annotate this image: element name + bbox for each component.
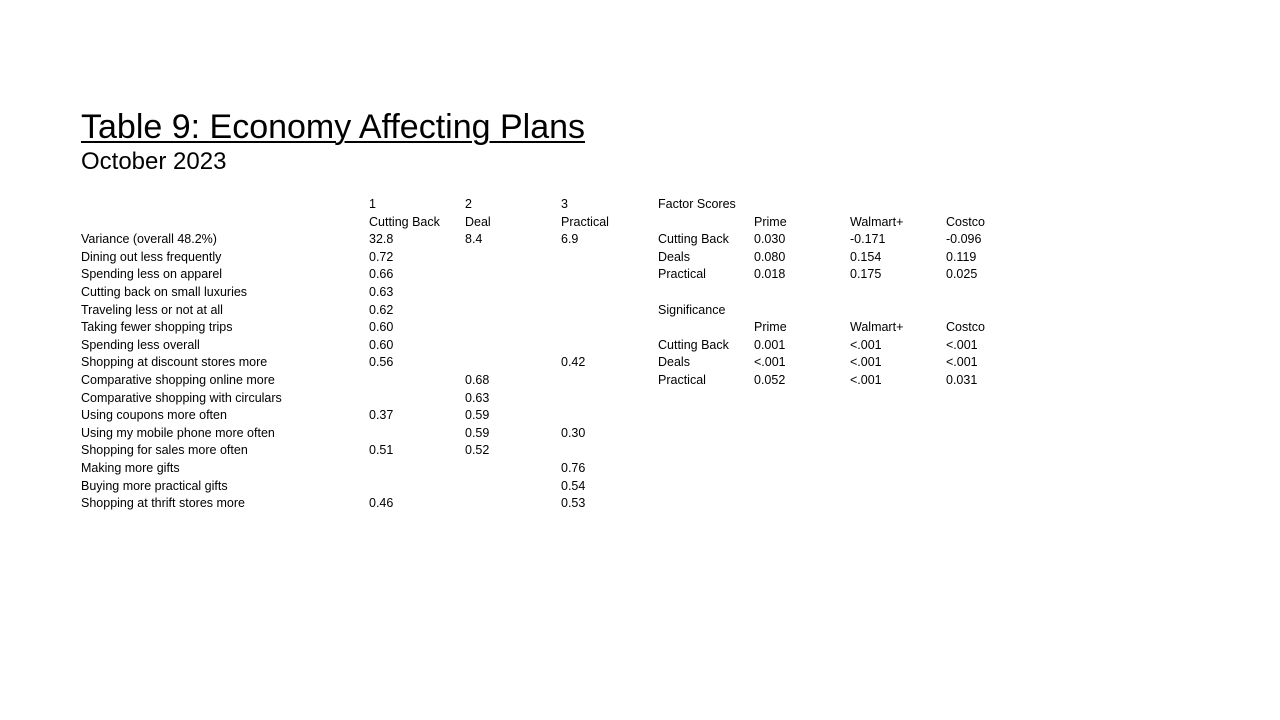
table-row bbox=[658, 372, 1042, 390]
slide-subtitle: October 2023 bbox=[81, 148, 227, 175]
value-costco: -0.096 bbox=[946, 232, 982, 247]
loading-practical: 6.9 bbox=[561, 232, 579, 247]
value-costco: 0.119 bbox=[946, 249, 977, 264]
row-label: Cutting Back bbox=[658, 232, 729, 247]
loading-deal bbox=[465, 284, 561, 302]
slide-title: Table 9: Economy Affecting Plans bbox=[81, 108, 586, 146]
variance-row bbox=[81, 231, 657, 249]
table-row bbox=[81, 460, 657, 478]
value-walmart-plus: <.001 bbox=[850, 355, 882, 370]
value-prime: <.001 bbox=[754, 355, 786, 370]
loading-cutting-back: 0.62 bbox=[369, 302, 394, 317]
row-label: Comparative shopping online more bbox=[81, 372, 275, 387]
table-row bbox=[81, 249, 657, 267]
loading-practical bbox=[561, 319, 657, 337]
loading-deal bbox=[465, 460, 561, 478]
loading-practical bbox=[561, 337, 657, 355]
row-label: Deals bbox=[658, 249, 690, 264]
value-prime: 0.080 bbox=[754, 249, 786, 264]
row-label: Practical bbox=[658, 372, 706, 387]
value-costco: 0.031 bbox=[946, 372, 978, 387]
loading-practical bbox=[561, 442, 657, 460]
table-row bbox=[81, 495, 657, 513]
row-label: Cutting Back bbox=[658, 337, 729, 352]
value-prime: 0.001 bbox=[754, 337, 786, 352]
column-header-walmart-plus: Walmart+ bbox=[850, 214, 904, 229]
loading-deal: 0.52 bbox=[465, 443, 490, 458]
loading-practical: 0.42 bbox=[561, 355, 586, 370]
loadings-body bbox=[81, 231, 657, 513]
table-row bbox=[81, 302, 657, 320]
value-walmart-plus: -0.171 bbox=[850, 232, 886, 247]
loading-deal bbox=[465, 266, 561, 284]
loading-cutting-back bbox=[369, 460, 465, 478]
loadings-header-numbers-row bbox=[81, 196, 657, 214]
loading-cutting-back: 32.8 bbox=[369, 232, 394, 247]
loading-practical bbox=[561, 266, 657, 284]
loading-cutting-back: 0.51 bbox=[369, 443, 394, 458]
column-header-costco: Costco bbox=[946, 320, 985, 335]
row-label: Shopping at discount stores more bbox=[81, 355, 268, 370]
loading-practical: 0.53 bbox=[561, 496, 586, 511]
table-row bbox=[81, 390, 657, 408]
header-spacer bbox=[81, 214, 369, 232]
loading-deal bbox=[465, 354, 561, 372]
table-row bbox=[81, 284, 657, 302]
loading-deal: 8.4 bbox=[465, 232, 483, 247]
factor-number-3: 3 bbox=[561, 197, 568, 211]
table-row bbox=[81, 407, 657, 425]
loading-practical bbox=[561, 302, 657, 320]
factor-scores-body bbox=[658, 231, 1042, 284]
row-label: Making more gifts bbox=[81, 460, 180, 475]
value-prime: 0.030 bbox=[754, 232, 786, 247]
table-row bbox=[658, 249, 1042, 267]
loading-deal: 0.68 bbox=[465, 372, 490, 387]
factor-scores-title-row bbox=[658, 196, 1042, 214]
row-label: Cutting back on small luxuries bbox=[81, 284, 248, 299]
loading-cutting-back bbox=[369, 425, 465, 443]
loading-cutting-back bbox=[369, 478, 465, 496]
table-row bbox=[81, 425, 657, 443]
row-label: Taking fewer shopping trips bbox=[81, 320, 233, 335]
significance-body bbox=[658, 337, 1042, 390]
factor-number-2: 2 bbox=[465, 197, 472, 211]
table-row bbox=[658, 337, 1042, 355]
loading-cutting-back: 0.60 bbox=[369, 337, 394, 352]
loading-practical bbox=[561, 390, 657, 408]
row-label: Spending less overall bbox=[81, 337, 200, 352]
loading-cutting-back bbox=[369, 372, 465, 390]
factor-scores-title: Factor Scores bbox=[658, 197, 736, 211]
header-spacer bbox=[658, 214, 754, 232]
loading-practical bbox=[561, 284, 657, 302]
row-label: Deals bbox=[658, 355, 690, 370]
header-spacer bbox=[658, 319, 754, 337]
value-walmart-plus: 0.154 bbox=[850, 249, 882, 264]
loading-cutting-back: 0.56 bbox=[369, 355, 394, 370]
column-header-walmart-plus: Walmart+ bbox=[850, 320, 904, 335]
loading-cutting-back: 0.37 bbox=[369, 408, 394, 423]
row-label: Traveling less or not at all bbox=[81, 302, 223, 317]
row-label: Comparative shopping with circulars bbox=[81, 390, 282, 405]
row-label: Dining out less frequently bbox=[81, 249, 222, 264]
loading-practical: 0.54 bbox=[561, 478, 586, 493]
table-row bbox=[81, 266, 657, 284]
loading-practical: 0.30 bbox=[561, 425, 586, 440]
row-label: Buying more practical gifts bbox=[81, 478, 228, 493]
value-costco: <.001 bbox=[946, 337, 978, 352]
loading-deal bbox=[465, 319, 561, 337]
column-header-prime: Prime bbox=[754, 320, 787, 335]
value-walmart-plus: <.001 bbox=[850, 372, 882, 387]
loading-deal bbox=[465, 337, 561, 355]
loading-deal: 0.59 bbox=[465, 408, 490, 423]
loading-practical bbox=[561, 249, 657, 267]
table-row bbox=[81, 372, 657, 390]
table-row bbox=[81, 442, 657, 460]
table-row bbox=[81, 319, 657, 337]
factor-loadings-table bbox=[81, 196, 657, 513]
table-row bbox=[81, 354, 657, 372]
loading-cutting-back: 0.66 bbox=[369, 267, 394, 282]
value-walmart-plus: <.001 bbox=[850, 337, 882, 352]
loading-cutting-back: 0.72 bbox=[369, 249, 394, 264]
value-costco: <.001 bbox=[946, 355, 978, 370]
significance-title: Significance bbox=[658, 302, 726, 317]
table-row bbox=[658, 354, 1042, 372]
significance-header-row bbox=[658, 319, 1042, 337]
loading-cutting-back: 0.46 bbox=[369, 496, 394, 511]
factor-scores-and-significance bbox=[658, 196, 1042, 390]
factor-label-practical: Practical bbox=[561, 214, 609, 229]
row-label: Practical bbox=[658, 267, 706, 282]
spacer-row bbox=[658, 284, 1042, 302]
loading-deal bbox=[465, 478, 561, 496]
table-row bbox=[81, 478, 657, 496]
table-row bbox=[658, 231, 1042, 249]
value-costco: 0.025 bbox=[946, 267, 978, 282]
loading-practical bbox=[561, 372, 657, 390]
factor-label-deal: Deal bbox=[465, 214, 491, 229]
loading-cutting-back: 0.63 bbox=[369, 284, 394, 299]
loading-deal bbox=[465, 249, 561, 267]
loading-practical: 0.76 bbox=[561, 460, 586, 475]
loading-deal bbox=[465, 495, 561, 513]
row-label: Using coupons more often bbox=[81, 408, 227, 423]
row-label: Shopping at thrift stores more bbox=[81, 496, 245, 511]
table-row bbox=[658, 266, 1042, 284]
row-label: Shopping for sales more often bbox=[81, 443, 248, 458]
header-spacer bbox=[81, 196, 369, 214]
loading-cutting-back bbox=[369, 390, 465, 408]
factor-scores-header-row bbox=[658, 214, 1042, 232]
column-header-prime: Prime bbox=[754, 214, 787, 229]
loading-practical bbox=[561, 407, 657, 425]
column-header-costco: Costco bbox=[946, 214, 985, 229]
table-row bbox=[81, 337, 657, 355]
row-label: Variance (overall 48.2%) bbox=[81, 232, 217, 247]
factor-number-1: 1 bbox=[369, 197, 376, 211]
loading-cutting-back: 0.60 bbox=[369, 320, 394, 335]
row-label: Using my mobile phone more often bbox=[81, 425, 275, 440]
significance-title-row bbox=[658, 302, 1042, 320]
loading-deal: 0.59 bbox=[465, 425, 490, 440]
loading-deal bbox=[465, 302, 561, 320]
value-prime: 0.052 bbox=[754, 372, 786, 387]
loading-deal: 0.63 bbox=[465, 390, 490, 405]
value-prime: 0.018 bbox=[754, 267, 786, 282]
value-walmart-plus: 0.175 bbox=[850, 267, 882, 282]
factor-label-cutting-back: Cutting Back bbox=[369, 214, 440, 229]
row-label: Spending less on apparel bbox=[81, 267, 223, 282]
loadings-header-labels-row bbox=[81, 214, 657, 232]
